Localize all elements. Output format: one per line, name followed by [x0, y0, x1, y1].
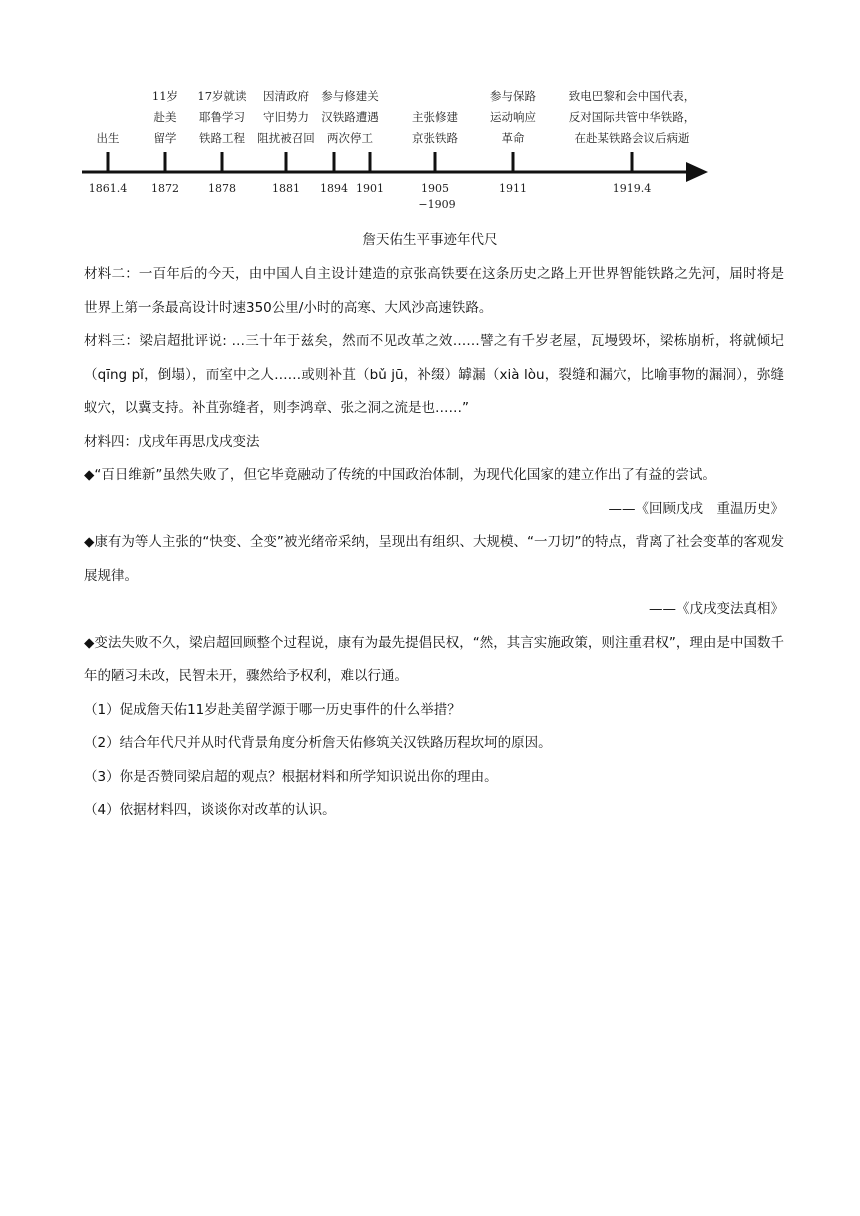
timeline-event-label: 京张铁路: [412, 131, 458, 145]
timeline-event-label: 阻扰被召回: [257, 131, 315, 145]
source-citation-1: ——《回顾戊戌 重温历史》: [608, 500, 784, 517]
material-four-heading: 材料四：戊戌年再思戊戌变法: [84, 433, 260, 450]
timeline-event-label: 耶鲁学习: [199, 110, 245, 124]
timeline-event-label: 出生: [96, 131, 120, 145]
timeline-event-label: 守旧势力: [263, 110, 309, 124]
question-1: （1）促成詹天佑11岁赴美留学源于哪一历史事件的什么举措？: [84, 701, 461, 718]
timeline-event-label: 赴美: [153, 110, 177, 124]
timeline-year-label: 1881: [272, 182, 300, 195]
timeline-chart: [0, 0, 860, 225]
timeline-year-label: 1861.4: [88, 182, 128, 195]
material-four-point-1: ◆“百日维新”虽然失败了，但它毕竟融动了传统的中国政治体制，为现代化国家的建立作出了有益的尝试。: [84, 467, 716, 483]
timeline-event-label: 因清政府: [263, 89, 309, 103]
timeline-event-label: 11岁: [151, 89, 179, 103]
timeline-event-label: 革命: [501, 131, 525, 145]
timeline-event-label: 主张修建: [412, 110, 458, 124]
timeline-event-label: 留学: [153, 131, 177, 145]
timeline-event-label: 在赴某铁路会议后病逝: [574, 131, 690, 145]
source-citation-2: ——《戊戌变法真相》: [649, 601, 784, 617]
material-four-point-2: ◆康有为等人主张的“快变、全变”被光绪帝采纳，呈现出有组织、大规模、“一刀切”的特点，背离了社会变革的客观发展规律。: [84, 534, 784, 584]
timeline-year-label: 1919.4: [612, 182, 652, 195]
timeline-event-label: 17岁就读: [197, 89, 247, 103]
timeline-year-label: 1905: [421, 182, 449, 195]
timeline-caption: 詹天佑生平事迹年代尺: [362, 232, 498, 248]
material-four-point-3: ◆变法失败不久，梁启超回顾整个过程说，康有为最先提倡民权，“然，其言实施政策，则注重君权”，理由是中国数千年的陋习未改，民智未开，骤然给予权利，难以行通。: [84, 634, 784, 684]
timeline-year-label: 1872: [151, 182, 179, 195]
question-3: （3）你是否赞同梁启超的观点？根据材料和所学知识说出你的理由。: [84, 768, 498, 785]
material-two-paragraph: 材料二：一百年后的今天，由中国人自主设计建造的京张高铁要在这条历史之路上开世界智能铁路之先河，届时将是世界上第一条最高设计时速350公里/小时的高寒、大风沙高速铁路。: [84, 266, 784, 316]
timeline-event-label: 汉铁路遭遇: [321, 110, 379, 124]
timeline-event-label: 两次停工: [327, 131, 373, 145]
timeline-event-label: 参与保路: [490, 89, 536, 103]
material-three-paragraph: 材料三：梁启超批评说: …三十年于兹矣，然而不见改革之效……譬之有千岁老屋，瓦墁毁坏，梁栋崩析，将就倾圮（qīng pǐ，倒塌），而室中之人……或则补苴（bǔ jū，补缀）罅漏（xià lòu，裂缝和漏穴，比喻事物的漏洞），弥缝蚁穴，以冀支持。补苴弥缝者，则李鸿章、张之洞之流是也……”: [84, 333, 784, 416]
question-2: （2）结合年代尺并从时代背景角度分析詹天佑修筑关汉铁路历程坎坷的原因。: [84, 735, 552, 751]
timeline-year-label: 1878: [208, 182, 236, 195]
timeline-event-label: 参与修建关: [321, 89, 379, 103]
timeline-event-label: 运动响应: [490, 110, 536, 124]
timeline-year-end-label: −1909: [418, 198, 456, 211]
document-body: [84, 258, 784, 828]
timeline-event-label: 致电巴黎和会中国代表，: [568, 89, 696, 103]
timeline-arrow-icon: [686, 162, 708, 182]
timeline-year-label: 1894: [320, 182, 348, 195]
timeline-year-label: 1911: [499, 182, 527, 195]
question-4: （4）依据材料四，谈谈你对改革的认识。: [84, 802, 336, 818]
timeline-event-label: 铁路工程: [199, 131, 245, 145]
timeline-year-label: 1901: [356, 182, 384, 195]
timeline-event-label: 反对国际共管中华铁路，: [568, 110, 696, 124]
